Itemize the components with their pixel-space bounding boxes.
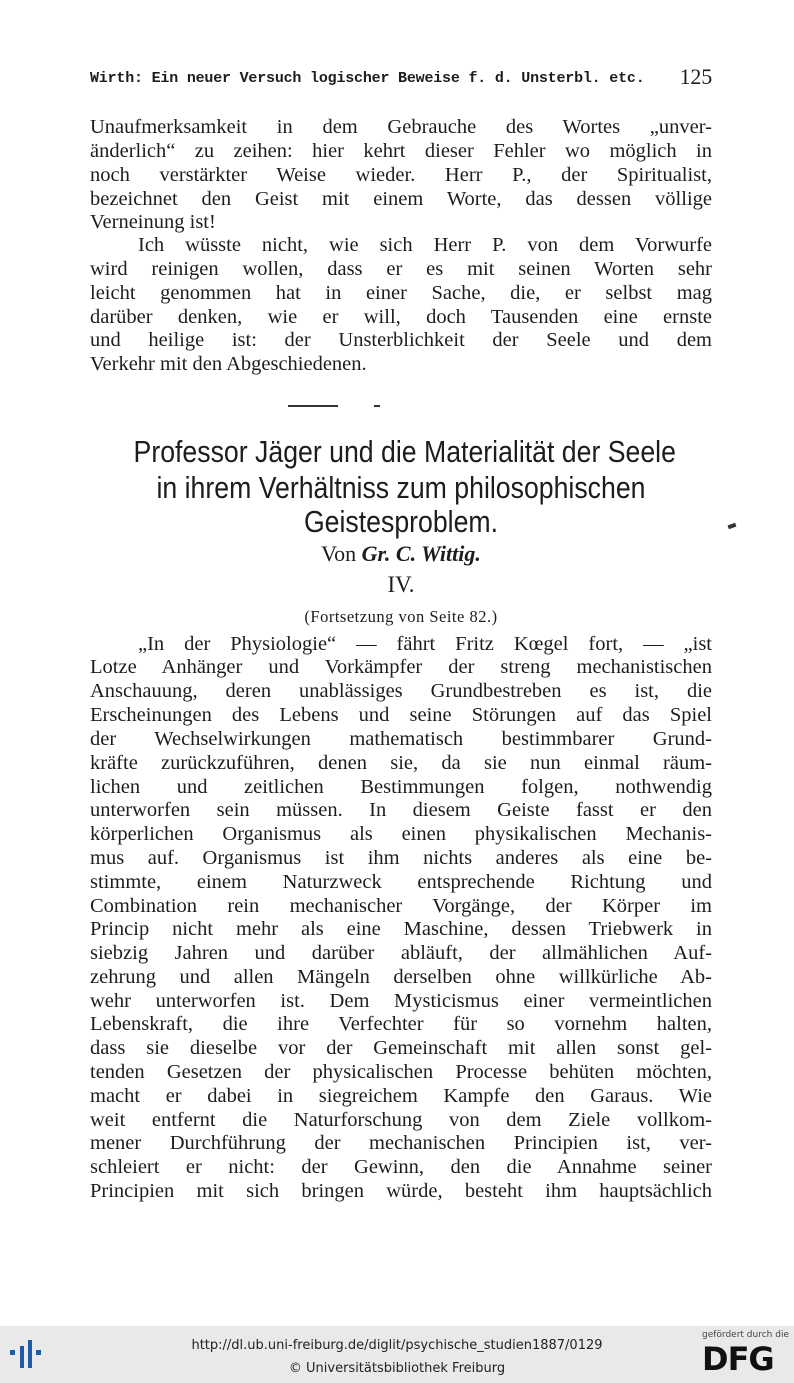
funder-caption: gefördert durch die	[702, 1330, 789, 1340]
text-line: und heilige ist: der Unsterblichkeit der Seele und dem	[90, 329, 712, 351]
article-title-line: in ihrem Verhältniss zum philosophischen	[156, 470, 646, 505]
running-title: Wirth: Ein neuer Versuch logischer Beweise f. d. Unsterbl. etc.	[90, 70, 645, 87]
text-line: Verkehr mit den Abgeschiedenen.	[90, 353, 367, 375]
author-name: Gr. C. Wittig.	[361, 541, 481, 566]
text-line: wird reinigen wollen, dass er es mit seinen Worten sehr	[90, 258, 712, 280]
part-number: IV.	[387, 572, 415, 597]
article-title-line: Professor Jäger und die Materialität der Seele	[133, 434, 676, 469]
text-line: wehr unterworfen ist. Dem Mysticismus einer vermeintlichen	[90, 990, 712, 1012]
text-line: darüber denken, wie er will, doch Tausenden eine ernste	[90, 306, 712, 328]
continuation-note: (Fortsetzung von Seite 82.)	[304, 607, 498, 626]
text-line: „In der Physiologie“ — fährt Fritz Kœgel fort, — „ist	[138, 633, 712, 655]
section-separator	[288, 405, 384, 407]
dfg-logo-icon	[700, 1330, 789, 1380]
funder-logo-text: DFG	[702, 1340, 774, 1378]
article-title-line: Geistesproblem.	[303, 504, 499, 539]
text-line: Lotze Anhänger und Vorkämpfer der streng mechanistischen	[90, 656, 712, 678]
text-line: tenden Gesetzen der physicalischen Processe behüten möchten,	[90, 1061, 712, 1083]
text-line: dass sie dieselbe vor der Gemeinschaft mit allen sonst gel-	[90, 1037, 712, 1059]
ink-mark	[728, 523, 737, 529]
text-line: schleiert er nicht: der Gewinn, den die Annahme seiner	[90, 1156, 712, 1178]
text-line: Lebenskraft, die ihre Verfechter für so vornehm halten,	[90, 1013, 712, 1035]
text-line: leicht genommen hat in einer Sache, die, er selbst mag	[90, 282, 712, 304]
byline-prefix: Von	[321, 541, 357, 566]
text-line: Ich wüsste nicht, wie sich Herr P. von dem Vorwurfe	[138, 234, 712, 256]
text-line: weit entfernt die Naturforschung von dem Ziele vollkom-	[90, 1109, 712, 1131]
page-url-link[interactable]: http://dl.ub.uni-freiburg.de/diglit/psychische_studien1887/0129	[191, 1338, 603, 1353]
text-line: siebzig Jahren und darüber abläuft, der allmählichen Auf-	[90, 942, 712, 964]
text-line: macht er dabei in siegreichem Kampfe den Garaus. Wie	[90, 1085, 712, 1107]
text-line: Anschauung, deren unablässiges Grundbestreben es ist, die	[90, 680, 712, 702]
byline	[90, 540, 712, 568]
text-line: lichen und zeitlichen Bestimmungen folgen, nothwendig	[90, 776, 712, 798]
text-line: körperlichen Organismus als einen physikalischen Mechanis-	[90, 823, 712, 845]
text-line: änderlich“ zu zeihen: hier kehrt dieser Fehler wo möglich in	[90, 140, 712, 162]
text-line: mus auf. Organismus ist ihm nichts anderes als eine be-	[90, 847, 712, 869]
text-line: zehrung und allen Mängeln derselben ohne willkürliche Ab-	[90, 966, 712, 988]
running-head	[90, 66, 712, 96]
text-line: Combination rein mechanischer Vorgänge, der Körper im	[90, 895, 712, 917]
text-line: kräfte zurückzuführen, denen sie, da sie nun einmal räum-	[90, 752, 712, 774]
viewer-footer	[0, 1326, 794, 1383]
text-line: stimmte, einem Naturzweck entsprechende Richtung und	[90, 871, 712, 893]
text-line: der Wechselwirkungen mathematisch bestimmbarer Grund-	[90, 728, 712, 750]
page-number: 125	[679, 64, 712, 89]
text-line: mener Durchführung der mechanischen Principien ist, ver-	[90, 1132, 712, 1154]
copyright-notice: © Universitätsbibliothek Freiburg	[288, 1361, 506, 1376]
text-line: Principien mit sich bringen würde, besteht ihm hauptsächlich	[90, 1180, 712, 1202]
text-line: Princip nicht mehr als eine Maschine, dessen Triebwerk in	[90, 918, 712, 940]
text-line: noch verstärkter Weise wieder. Herr P., der Spiritualist,	[90, 164, 712, 186]
text-line: bezeichnet den Geist mit einem Worte, das dessen völlige	[90, 188, 712, 210]
text-line: unterworfen sein müssen. In diesem Geiste fasst er den	[90, 799, 712, 821]
text-line: Verneinung ist!	[90, 211, 216, 233]
text-line: Unaufmerksamkeit in dem Gebrauche des Wortes „unver-	[90, 116, 712, 138]
text-line: Erscheinungen des Lebens und seine Störungen auf das Spiel	[90, 704, 712, 726]
